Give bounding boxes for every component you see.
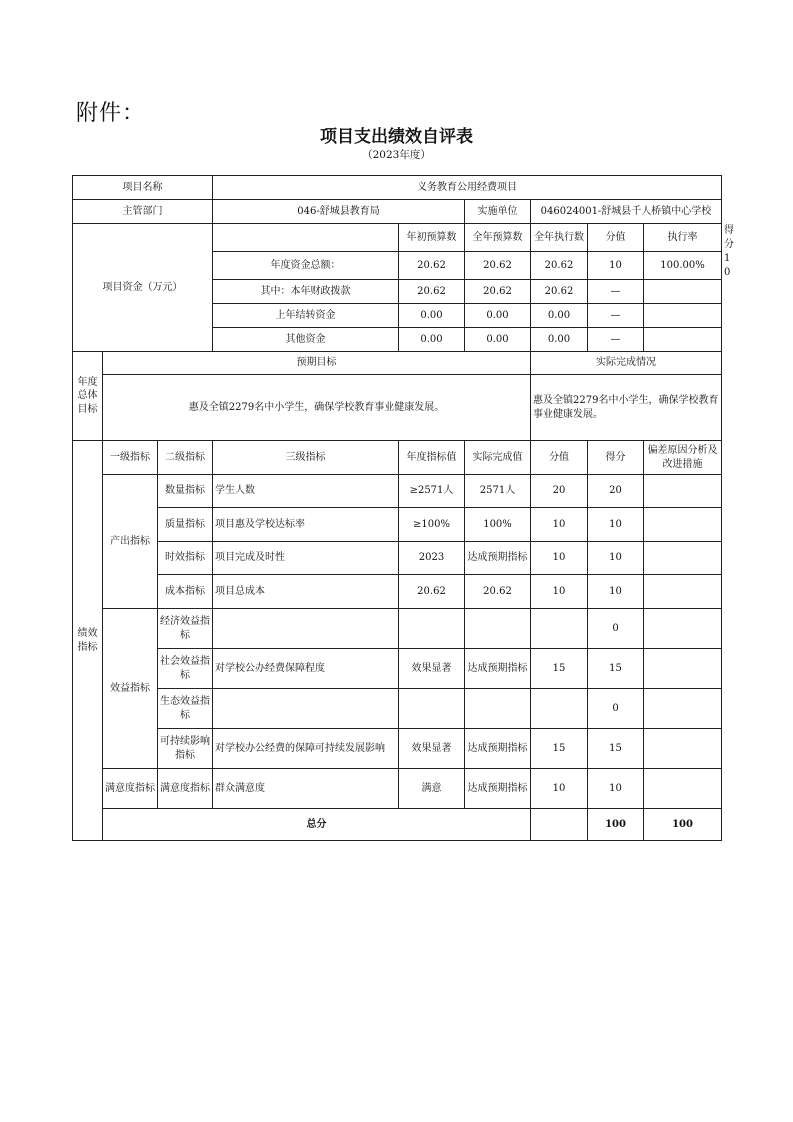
table-row <box>73 649 722 689</box>
self-evaluation-table <box>72 175 734 841</box>
year-subtitle: （2023年度） <box>362 149 431 161</box>
funds-cell: 0.00 <box>465 328 531 352</box>
level2-cell: 满意度指标 <box>158 769 213 809</box>
level2-cell: 成本指标 <box>158 575 213 609</box>
funds-row-label: 年度资金总额： <box>213 252 399 280</box>
funds-label: 项目资金（万元） <box>73 224 213 352</box>
funds-cell: 0.00 <box>399 304 465 328</box>
funds-cell: 20.62 <box>465 280 531 304</box>
target-cell <box>399 689 465 729</box>
table-row <box>73 575 722 609</box>
goals-row <box>73 375 722 441</box>
level1-benefit: 效益指标 <box>103 609 158 769</box>
points-cell: 10 <box>531 769 588 809</box>
perf-header: 二级指标 <box>158 441 213 475</box>
target-cell: ≥2571人 <box>399 475 465 508</box>
funds-header-row: 项目资金（万元） 年初预算数 全年预算数 全年执行数 分值 执行率 得分 <box>73 224 722 252</box>
project-name-label: 项目名称 <box>73 176 213 200</box>
funds-header-blank <box>213 224 399 252</box>
funds-cell: — <box>588 304 644 328</box>
funds-header: 执行率 <box>644 224 722 252</box>
unit-value: 046024001-舒城县千人桥镇中心学校 <box>531 200 722 224</box>
score-cell: 10 <box>588 769 644 809</box>
score-cell: 0 <box>588 689 644 729</box>
level2-cell: 生态效益指标 <box>158 689 213 729</box>
target-cell: 2023 <box>399 542 465 575</box>
funds-cell: 20.62 <box>399 252 465 280</box>
project-name-row <box>73 176 722 200</box>
score-cell: 15 <box>588 649 644 689</box>
note-cell <box>644 689 722 729</box>
funds-header: 全年执行数 <box>531 224 588 252</box>
perf-header: 分值 <box>531 441 588 475</box>
level3-cell: 项目惠及学校达标率 <box>213 508 399 542</box>
level2-cell: 数量指标 <box>158 475 213 508</box>
attachment-label: 附件： <box>76 101 146 126</box>
project-name-value: 义务教育公用经费项目 <box>213 176 722 200</box>
perf-header: 三级指标 <box>213 441 399 475</box>
goals-side-label: 年度总体目标 <box>73 352 103 441</box>
total-row <box>73 809 722 841</box>
funds-cell: 20.62 <box>465 252 531 280</box>
table-row <box>73 769 722 809</box>
target-cell: 满意 <box>399 769 465 809</box>
perf-header-row <box>73 441 722 475</box>
note-cell <box>644 729 722 769</box>
level2-cell: 时效指标 <box>158 542 213 575</box>
actual-result-header: 实际完成情况 <box>531 352 722 375</box>
table-row <box>73 729 722 769</box>
table-row <box>73 475 722 508</box>
total-points: 100 <box>588 809 644 841</box>
score-cell: 10 <box>588 575 644 609</box>
dept-value: 046-舒城县教育局 <box>213 200 465 224</box>
funds-cell <box>644 280 722 304</box>
funds-cell: 0.00 <box>399 328 465 352</box>
total-actual <box>531 809 588 841</box>
points-cell: 15 <box>531 729 588 769</box>
actual-cell <box>465 609 531 649</box>
target-cell: 效果显著 <box>399 729 465 769</box>
funds-cell <box>644 304 722 328</box>
target-cell: 20.62 <box>399 575 465 609</box>
score-cell: 10 <box>588 508 644 542</box>
points-cell <box>531 689 588 729</box>
note-cell <box>644 649 722 689</box>
note-cell <box>644 475 722 508</box>
actual-cell: 达成预期指标 <box>465 542 531 575</box>
funds-header: 年初预算数 <box>399 224 465 252</box>
target-cell: 效果显著 <box>399 649 465 689</box>
funds-cell: — <box>588 328 644 352</box>
target-cell <box>399 609 465 649</box>
note-cell <box>644 542 722 575</box>
note-cell <box>644 508 722 542</box>
level2-cell: 可持续影响指标 <box>158 729 213 769</box>
table-row <box>73 609 722 649</box>
target-cell: ≥100% <box>399 508 465 542</box>
funds-row: 年度资金总额： 20.62 20.62 20.62 10 100.00% 10 <box>73 252 722 280</box>
table-row <box>73 542 722 575</box>
level3-cell: 项目完成及时性 <box>213 542 399 575</box>
score-cell: 20 <box>588 475 644 508</box>
actual-cell: 2571人 <box>465 475 531 508</box>
perf-header: 得分 <box>588 441 644 475</box>
funds-cell: 0.00 <box>531 304 588 328</box>
dept-row <box>73 200 722 224</box>
level3-cell: 对学校公办经费保障程度 <box>213 649 399 689</box>
score-cell: 0 <box>588 609 644 649</box>
score-cell: 10 <box>588 542 644 575</box>
actual-result-text: 惠及全镇2279名中小学生，确保学校教育事业健康发展。 <box>531 375 722 441</box>
funds-row-label: 上年结转资金 <box>213 304 399 328</box>
total-label: 总分 <box>103 809 531 841</box>
table-row <box>73 689 722 729</box>
actual-cell: 100% <box>465 508 531 542</box>
perf-header: 一级指标 <box>103 441 158 475</box>
note-cell <box>644 575 722 609</box>
expected-goal-text: 惠及全镇2279名中小学生，确保学校教育事业健康发展。 <box>103 375 531 441</box>
level3-cell <box>213 609 399 649</box>
level3-cell <box>213 689 399 729</box>
note-cell <box>644 769 722 809</box>
funds-cell: 20.62 <box>531 280 588 304</box>
points-cell: 20 <box>531 475 588 508</box>
points-cell: 10 <box>531 508 588 542</box>
points-cell <box>531 609 588 649</box>
perf-header: 年度指标值 <box>399 441 465 475</box>
goals-header-row <box>73 352 722 375</box>
actual-cell: 达成预期指标 <box>465 769 531 809</box>
funds-header: 分值 <box>588 224 644 252</box>
funds-cell: 10 <box>588 252 644 280</box>
actual-cell <box>465 689 531 729</box>
actual-cell: 达成预期指标 <box>465 729 531 769</box>
level2-cell: 经济效益指标 <box>158 609 213 649</box>
expected-goal-header: 预期目标 <box>103 352 531 375</box>
points-cell: 10 <box>531 575 588 609</box>
points-cell: 15 <box>531 649 588 689</box>
funds-cell <box>644 328 722 352</box>
level2-cell: 质量指标 <box>158 508 213 542</box>
perf-header: 偏差原因分析及改进措施 <box>644 441 722 475</box>
total-score: 100 <box>644 809 722 841</box>
level2-cell: 社会效益指标 <box>158 649 213 689</box>
funds-row-label: 其他资金 <box>213 328 399 352</box>
note-cell <box>644 609 722 649</box>
funds-cell: 20.62 <box>531 252 588 280</box>
actual-cell: 20.62 <box>465 575 531 609</box>
funds-cell: 20.62 <box>399 280 465 304</box>
level3-cell: 群众满意度 <box>213 769 399 809</box>
funds-cell: 0.00 <box>531 328 588 352</box>
level3-cell: 学生人数 <box>213 475 399 508</box>
points-cell: 10 <box>531 542 588 575</box>
funds-cell: 100.00% <box>644 252 722 280</box>
perf-side-label: 绩效指标 <box>73 441 103 841</box>
funds-row-label: 其中：本年财政拨款 <box>213 280 399 304</box>
dept-label: 主管部门 <box>73 200 213 224</box>
unit-label: 实施单位 <box>465 200 531 224</box>
page-title: 项目支出绩效自评表 <box>320 127 473 147</box>
level3-cell: 对学校办公经费的保障可持续发展影响 <box>213 729 399 769</box>
level1-satisfaction: 满意度指标 <box>103 769 158 809</box>
score-cell: 15 <box>588 729 644 769</box>
level3-cell: 项目总成本 <box>213 575 399 609</box>
funds-cell: — <box>588 280 644 304</box>
actual-cell: 达成预期指标 <box>465 649 531 689</box>
level1-output: 产出指标 <box>103 475 158 609</box>
funds-cell: 0.00 <box>465 304 531 328</box>
table-row <box>73 508 722 542</box>
perf-header: 实际完成值 <box>465 441 531 475</box>
funds-header: 全年预算数 <box>465 224 531 252</box>
